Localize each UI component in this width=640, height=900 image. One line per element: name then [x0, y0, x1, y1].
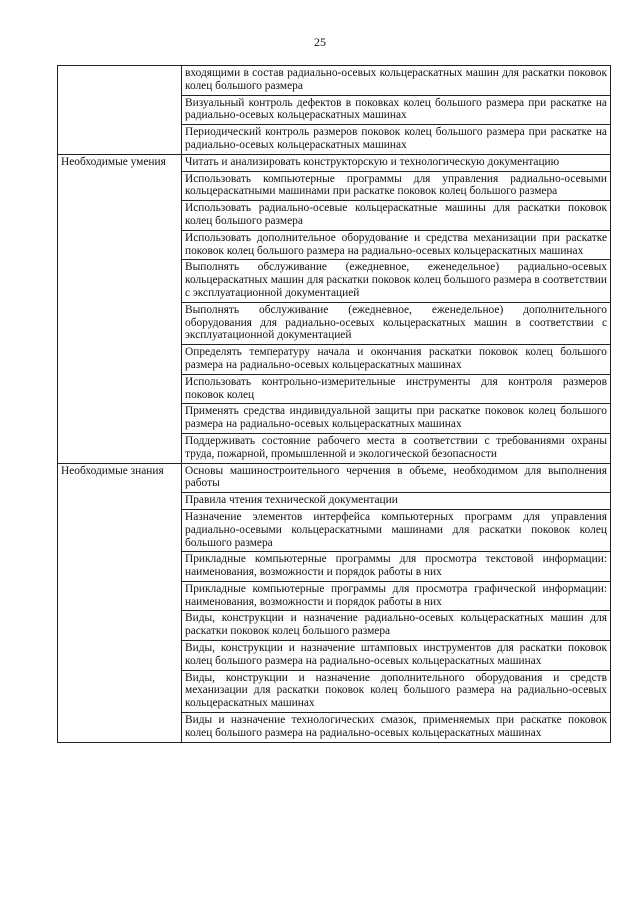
requirement-item: Визуальный контроль дефектов в поковках колец большого размера при раскатке на радиально-осевых кольцераскатных машинах: [182, 95, 611, 125]
requirement-item: Определять температуру начала и окончания раскатки поковок колец большого размера на радиально-осевых кольцераскатных машинах: [182, 345, 611, 375]
requirement-item: Поддерживать состояние рабочего места в соответствии с требованиями охраны труда, пожарной, промышленной и экологической безопасности: [182, 433, 611, 463]
section-label: Необходимые знания: [58, 463, 182, 742]
table-row: [58, 66, 611, 96]
table-row: [58, 463, 611, 493]
requirement-item: Виды, конструкции и назначение дополнительного оборудования и средств механизации для раскатки поковок колец большого размера на радиально-осевых кольцераскатных машинах: [182, 670, 611, 712]
requirement-item: Периодический контроль размеров поковок колец большого размера при раскатке на радиально-осевых кольцераскатных машинах: [182, 125, 611, 155]
section-label: [58, 66, 182, 155]
requirements-table-body: [58, 66, 611, 743]
requirement-item: Использовать контрольно-измерительные инструменты для контроля размеров поковок колец: [182, 374, 611, 404]
requirement-item: Выполнять обслуживание (ежедневное, еженедельное) дополнительного оборудования для радиально-осевых кольцераскатных машин в соответствии с эксплуатационной документацией: [182, 302, 611, 344]
page-number: 25: [314, 35, 326, 49]
requirement-item: Виды и назначение технологических смазок, применяемых при раскатке поковок колец большого размера на радиально-осевых кольцераскатных машинах: [182, 713, 611, 743]
requirements-table: [57, 65, 611, 743]
requirement-item: Правила чтения технической документации: [182, 493, 611, 510]
requirement-item: Виды, конструкции и назначение радиально-осевых кольцераскатных машин для раскатки поковок колец большого размера: [182, 611, 611, 641]
requirement-item: Использовать компьютерные программы для управления радиально-осевыми кольцераскатными машинами при раскатке поковок колец большого размера: [182, 171, 611, 201]
requirement-item: Виды, конструкции и назначение штамповых инструментов для раскатки поковок колец большого размера на радиально-осевых кольцераскатных машинах: [182, 641, 611, 671]
requirement-item: Прикладные компьютерные программы для просмотра графической информации: наименования, возможности и порядок работы в них: [182, 581, 611, 611]
requirement-item: Назначение элементов интерфейса компьютерных программ для управления радиально-осевыми кольцераскатными машинами для раскатки поковок колец большого размера: [182, 509, 611, 551]
table-row: [58, 154, 611, 171]
requirement-item: Использовать радиально-осевые кольцераскатные машины для раскатки поковок колец большого размера: [182, 201, 611, 231]
requirement-item: Читать и анализировать конструкторскую и технологическую документацию: [182, 154, 611, 171]
requirement-item: Выполнять обслуживание (ежедневное, еженедельное) радиально-осевых кольцераскатных машин для раскатки поковок колец большого размера в соответствии с эксплуатационной документацией: [182, 260, 611, 302]
requirement-item: Применять средства индивидуальной защиты при раскатке поковок колец большого размера на радиально-осевых кольцераскатных машинах: [182, 404, 611, 434]
requirement-item: Основы машиностроительного черчения в объеме, необходимом для выполнения работы: [182, 463, 611, 493]
section-label: Необходимые умения: [58, 154, 182, 463]
requirement-item: входящими в состав радиально-осевых кольцераскатных машин для раскатки поковок колец большого размера: [182, 66, 611, 96]
requirement-item: Использовать дополнительное оборудование и средства механизации при раскатке поковок колец большого размера на радиально-осевых кольцераскатных машинах: [182, 230, 611, 260]
requirement-item: Прикладные компьютерные программы для просмотра текстовой информации: наименования, возможности и порядок работы в них: [182, 552, 611, 582]
